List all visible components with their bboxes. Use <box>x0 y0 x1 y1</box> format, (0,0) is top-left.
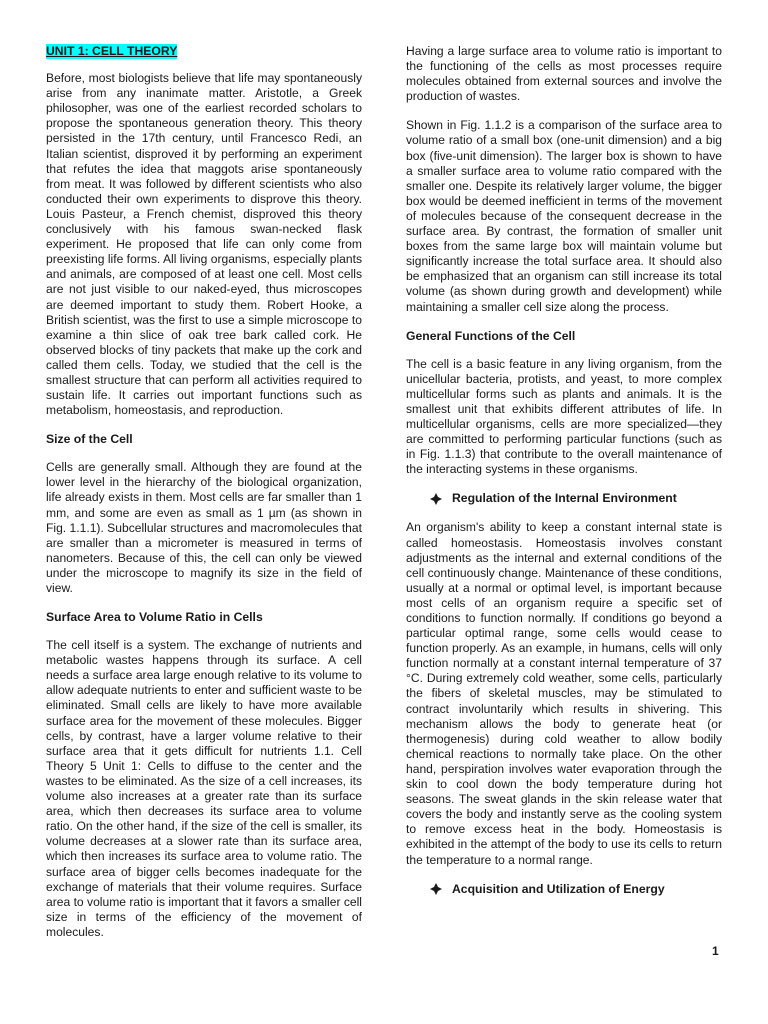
size-paragraph: Cells are generally small. Although they are found at the lower level in the hierarchy of the biological organization, life already exists in them. Most cells are far smaller than 1 mm, and some are even as small as 1 µm (as shown in Fig. 1.1.1). Subcellular structures and macromolecules that are smaller than a micrometer is measured in terms of nanometers. Because of this, the cell can only be viewed under the microscope to magnify its size in the field of view. <box>46 460 362 595</box>
surface-paragraph: The cell itself is a system. The exchange of nutrients and metabolic wastes happens through its surface. A cell needs a surface area large enough relative to its volume to allow adequate nutrients to enter and sufficient waste to be eliminated. Small cells are likely to have more available surface area for the movement of these molecules. Bigger cells, by contrast, have a larger volume relative to their surface area that it gets difficult for nutrients 1.1. Cell Theory 5 Unit 1: Cells to diffuse to the center and the wastes to be eliminated. As the size of a cell increases, its volume also increases at a greater rate than its surface area, which then decreases its surface area to volume ratio. On the other hand, if the size of the cell is smaller, its volume decreases at a slower rate than its surface area, which then increases its surface area to volume ratio. The surface area of bigger cells becomes inadequate for the exchange of materials that their volume requires. Surface area to volume ratio is important that it favors a smaller cell size in terms of the efficiency of the movement of molecules. <box>46 638 362 939</box>
energy-heading: Acquisition and Utilization of Energy <box>452 881 665 896</box>
functions-heading: General Functions of the Cell <box>406 328 576 343</box>
intro-paragraph: Before, most biologists believe that life may spontaneously arise from any inanimate matter. Aristotle, a Greek philosopher, was one of the earliest recorded scholars to propose the spontaneous generation theory. This theory persisted in the 17th century, until Francesco Redi, an Italian scientist, disproved it by performing an experiment that refutes the idea that maggots arise spontaneously from meat. It was followed by different scientists who also conducted their own experiments to disprove this theory. Louis Pasteur, a French chemist, disproved this theory conclusively with his famous swan-necked flask experiment. He proposed that life can only come from preexisting life forms. All living organisms, especially plants and animals, are composed of at least one cell. Most cells are not just visible to our naked-eyed, thus microscopes are deemed important to study them. Robert Hooke, a British scientist, was the first to use a simple microscope to examine a thin slice of oak tree bark called cork. He observed blocks of tiny packets that make up the cork and called them cells. Today, we studied that the cell is the smallest structure that can perform all activities required to sustain life. It carries out important functions such as metabolism, homeostasis, and reproduction. <box>46 71 362 418</box>
ratio-paragraph: Having a large surface area to volume ratio is important to the functioning of the cells as most processes require molecules obtained from external sources and involve the production of wastes. <box>406 44 722 104</box>
diamond-bullet-icon <box>430 493 442 505</box>
regulation-heading: Regulation of the Internal Environment <box>452 491 677 506</box>
left-column <box>46 44 362 954</box>
right-column <box>406 44 722 911</box>
diamond-bullet-icon <box>430 883 442 895</box>
unit-title: UNIT 1: CELL THEORY <box>46 44 178 58</box>
figure-paragraph: Shown in Fig. 1.1.2 is a comparison of the surface area to volume ratio of a small box (one-unit dimension) and a big box (five-unit dimension). The larger box is shown to have a smaller surface area to volume ratio compared with the smaller one. Despite its relatively larger volume, the bigger box would be deemed inefficient in terms of the movement of molecules because of the consequent decrease in the surface area. By contrast, the formation of smaller unit boxes from the same large box will maintain volume but significantly increase the total surface area. It should also be emphasized that an organism can still increase its total volume (as shown during growth and development) while maintaining a smaller cell size along the process. <box>406 118 722 314</box>
page-number: 1 <box>712 944 719 958</box>
regulation-paragraph: An organism's ability to keep a constant internal state is called homeostasis. Homeostasis involves constant adjustments as the internal and external conditions of the cell continuously change. Maintenance of these conditions, usually at a normal or optimal level, is important because most cells of an organism require a specific set of conditions to function normally. If conditions go beyond a particular optimal range, some cells would cease to function properly. As an example, in humans, cells will only function normally at a constant internal temperature of 37 °C. During extremely cold weather, some cells, particularly the fibers of skeletal muscles, may be stimulated to contract involuntarily which results in shivering. This mechanism allows the body to generate heat (or thermogenesis) during cold weather to allow bodily chemical reactions to normally take place. On the other hand, perspiration involves water evaporation through the skin to cool down the body temperature during hot seasons. The sweat glands in the skin release water that covers the body and instantly serve as the cooling system to remove excess heat in the body. Homeostasis is exhibited in the attempt of the body to use its cells to return the temperature to a normal range. <box>406 520 722 867</box>
size-heading: Size of the Cell <box>46 432 133 447</box>
regulation-bullet <box>406 491 722 506</box>
surface-heading: Surface Area to Volume Ratio in Cells <box>46 610 263 625</box>
functions-paragraph: The cell is a basic feature in any living organism, from the unicellular bacteria, protists, and yeast, to more complex multicellular forms such as plants and animals. It is the smallest unit that exhibits different attributes of life. In multicellular organisms, cells are more specialized—they are committed to performing particular functions (such as in Fig. 1.1.3) that contribute to the overall maintenance of the interacting systems in these organisms. <box>406 356 722 477</box>
energy-bullet <box>406 882 722 897</box>
